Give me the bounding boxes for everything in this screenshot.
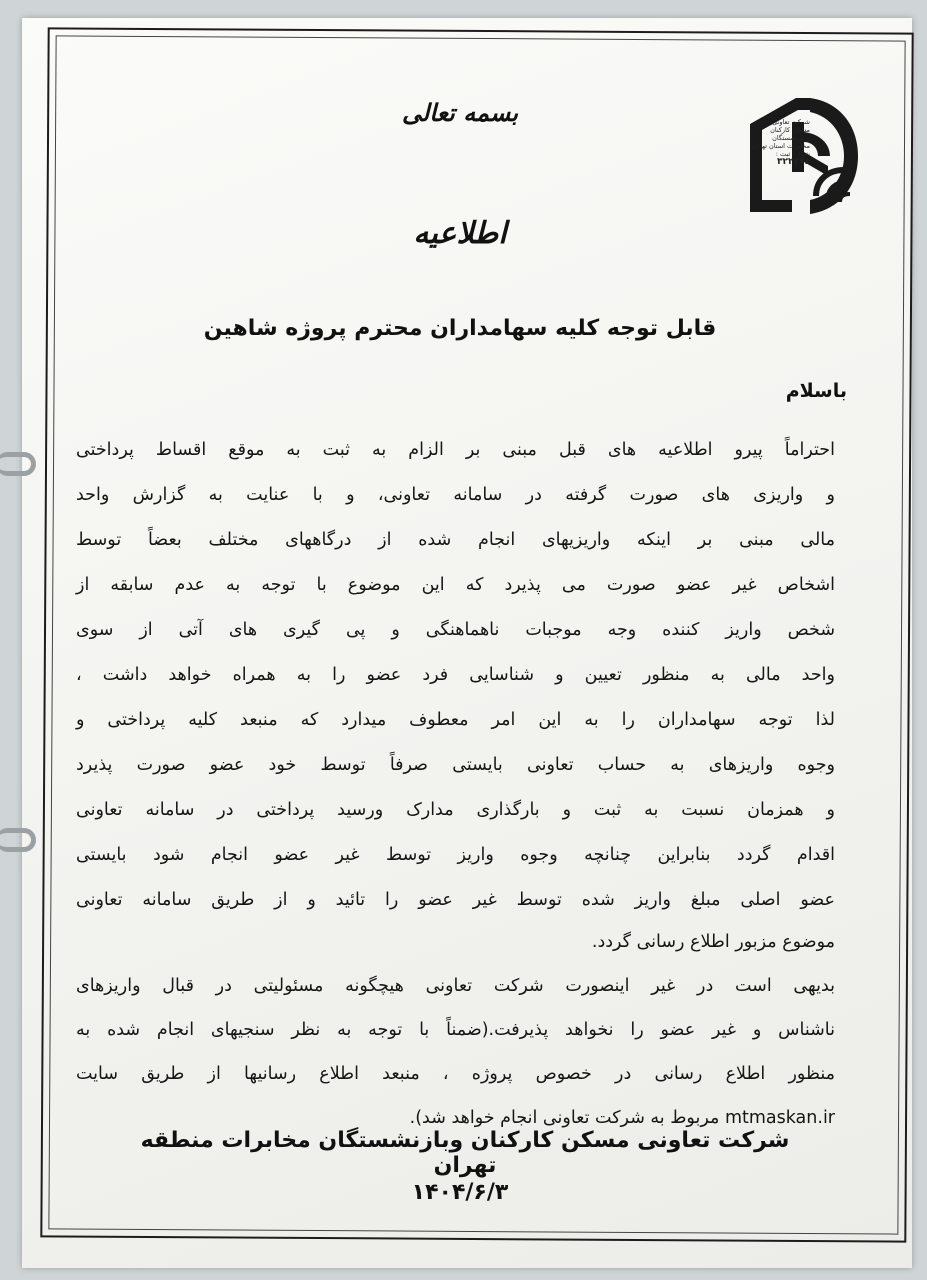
logo-line: شرکت تعاونی <box>772 118 810 126</box>
body-line: واحد مالی به منظور تعیین و شناسایی فرد عضو را به همراه خواهد داشت ، <box>76 665 835 685</box>
body-line: بدیهی است در غیر اینصورت شرکت تعاونی هیچگونه مسئولیتی در قبال واریزهای <box>76 976 835 996</box>
body-line: وجوه واریزهای به حساب تعاونی بایستی صرفاً توسط خود عضو صورت پذیرد <box>76 755 835 775</box>
body-line: عضو اصلی مبلغ واریز شده توسط غیر عضو را تائید و از طریق سامانه تعاونی <box>76 890 835 910</box>
body-line: اقدام گردد بنابراین چنانچه وجوه واریز توسط غیر عضو انجام شود بایستی <box>76 845 835 865</box>
body-line: منظور اطلاع رسانی در خصوص پروژه ، منبعد اطلاع رسانیها از طریق سایت <box>76 1064 835 1084</box>
basmala-heading: بسمه تعالی <box>401 98 519 127</box>
document-date: ۱۴۰۴/۶/۳ <box>411 1180 509 1205</box>
body-line: شخص واریز کننده وجه موجبات ناهماهنگی و پی گیری های آتی از سوی <box>76 620 835 640</box>
body-line: مالی مبنی بر اینکه واریزیهای انجام شده از درگاههای مختلف بعضاً توسط <box>76 530 835 550</box>
body-line: اشخاص غیر عضو صورت می پذیرد که این موضوع با توجه به عدم سابقه از <box>76 575 835 595</box>
body-line: ناشناس و غیر عضو را نخواهد پذیرفت.(ضمناً با توجه به نظر سنجیهای انجام شده به <box>76 1020 835 1040</box>
logo-line: شماره ثبت : <box>775 150 810 158</box>
announcement-title: اطلاعیه <box>413 216 507 251</box>
greeting: باسلام <box>785 380 847 402</box>
logo-line: مخابرات استان تهران <box>751 142 810 150</box>
logo-line: و بازنشستگان <box>772 134 810 142</box>
logo-caption <box>751 118 810 167</box>
body-line: احتراماً پیرو اطلاعیه های قبل مبنی بر الزام به ثبت به موقع اقساط پرداختی <box>76 440 835 460</box>
body-line: موضوع مزبور اطلاع رسانی گردد. <box>591 932 835 952</box>
signature-organization: شرکت تعاونی مسکن کارکنان وبازنشستگان مخابرات منطقه تهران <box>140 1128 790 1178</box>
announcement-subtitle: قابل توجه کلیه سهامداران محترم پروژه شاهین <box>203 316 717 341</box>
body-line: لذا توجه سهامداران را به این امر معطوف میدارد که منبعد کلیه پرداختی و <box>76 710 835 730</box>
body-line: mtmaskan.ir مربوط به شرکت تعاونی انجام خواهد شد). <box>409 1108 835 1128</box>
body-line: و واریزی های صورت گرفته در سامانه تعاونی، و با عنایت به گزارش واحد <box>76 485 835 505</box>
binder-ring-icon <box>0 452 36 476</box>
logo-line: مسکن کارکنان <box>770 126 810 134</box>
binder-ring-icon <box>0 828 36 852</box>
body-line: و همزمان نسبت به ثبت و بارگذاری مدارک ورسید پرداختی در سامانه تعاونی <box>76 800 835 820</box>
logo-line: ۳۲۲۷۷۶ <box>777 157 810 167</box>
